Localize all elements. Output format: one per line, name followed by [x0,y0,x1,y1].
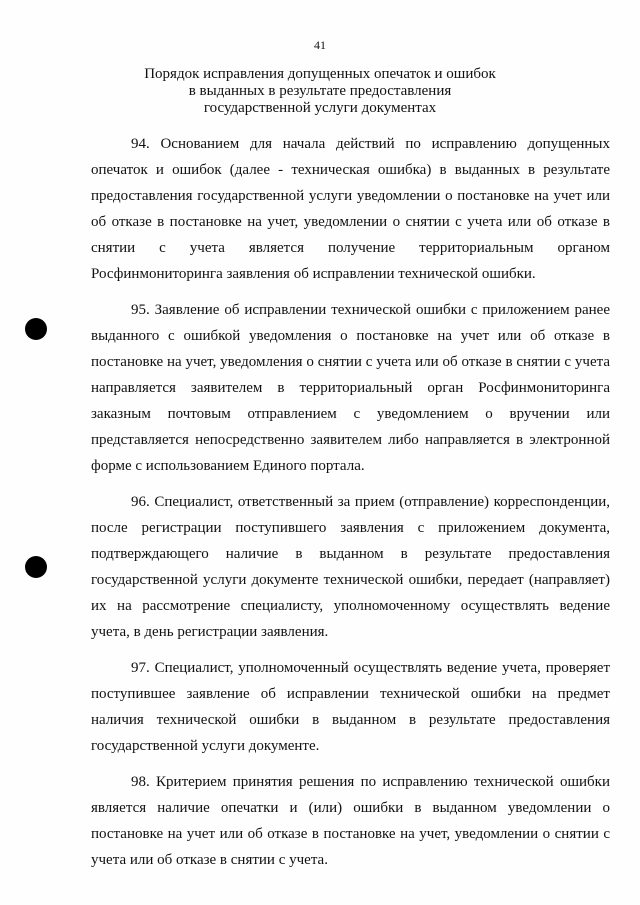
section-title-line: в выданных в результате предоставления [188,83,452,99]
document-body [91,131,610,883]
punch-hole-mark [25,556,47,578]
paragraph-95: 95. Заявление об исправлении технической ошибки с приложением ранее выданного с ошибкой уведомления о постановке на учет или об отказе в постановке на учет, уведомления о снятии с учета или об отказе в снятии с учета направляется заявителем в территориальный орган Росфинмониторинга заказным почтовым отправлением с уведомлением о вручении или представляется непосредственно заявителем либо направляется в электронной форме с использованием Единого портала. [91,302,610,474]
paragraph-98: 98. Критерием принятия решения по исправлению технической ошибки является наличие опечатки и (или) ошибки в выданном уведомлении о постановке на учет или об отказе в постановке на учет, уведомлении о снятии с учета или об отказе в снятии с учета. [91,774,610,868]
paragraph-96: 96. Специалист, ответственный за прием (отправление) корреспонденции, после регистрации поступившего заявления с приложением документа, подтверждающего наличие в выданном в результате предоставления государственной услуги документе технической ошибки, передает (направляет) их на рассмотрение специалисту, уполномоченному осуществлять ведение учета, в день регистрации заявления. [91,494,610,640]
section-title-line: государственной услуги документах [203,100,437,116]
paragraph-97: 97. Специалист, уполномоченный осуществлять ведение учета, проверяет поступившее заявление об исправлении технической ошибки на предмет наличия технической ошибки в выданном в результате предоставления государственной услуги документе. [91,660,610,754]
page-number: 41 [314,38,326,52]
punch-hole-mark [25,318,47,340]
section-title-line: Порядок исправления допущенных опечаток и ошибок [144,66,496,82]
paragraph-94: 94. Основанием для начала действий по исправлению допущенных опечаток и ошибок (далее - техническая ошибка) в выданных в результате предоставления государственной услуги уведомлении о постановке на учет или об отказе в постановке на учет, уведомлении о снятии с учета или об отказе в снятии с учета является получение территориальным органом Росфинмониторинга заявления об исправлении технической ошибки. [91,136,610,282]
section-title [80,66,560,117]
